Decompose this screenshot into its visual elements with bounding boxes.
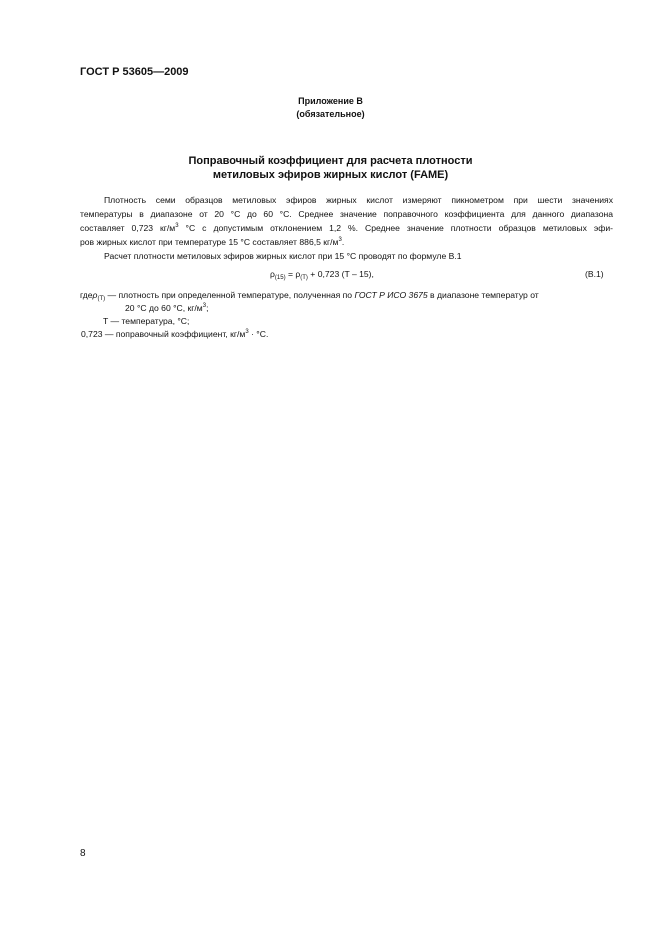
appendix-label: Приложение В: [298, 96, 363, 106]
paragraph-2: Расчет плотности метиловых эфиров жирных кислот при 15 °С проводят по формуле В.1: [104, 251, 462, 261]
text: 20 °С до 60 °С, кг/м: [125, 303, 203, 313]
text: · °С.: [248, 329, 269, 339]
text: ров жирных кислот при температуре 15 °С составляет 886,5 кг/м: [80, 237, 339, 247]
paragraph-line: температуры в диапазоне от 20 °С до 60 °С. Среднее значение поправочного коэффициента для данного диапазона: [80, 209, 613, 219]
superscript: 3: [338, 237, 342, 243]
text: .: [341, 237, 345, 247]
definition-rho: [80, 290, 539, 300]
definition-rho-cont: [125, 303, 208, 313]
formula-b1: [270, 269, 374, 279]
superscript: 3: [175, 223, 179, 229]
formula-number: (В.1): [585, 269, 604, 279]
text: — плотность при определенной температуре, полученная по: [105, 290, 355, 300]
subscript: (15): [274, 275, 286, 281]
text: где: [80, 290, 93, 300]
text: °С с допустимым отклонением 1,2 %. Среднее значение плотности образцов метиловых эфи-: [178, 223, 613, 233]
paragraph-line: [80, 237, 613, 248]
text: 0,723 — поправочный коэффициент, кг/м: [81, 329, 246, 339]
paragraph-line: [80, 223, 613, 234]
subscript: (T): [300, 275, 308, 281]
text: в диапазоне температур от: [427, 290, 539, 300]
text: ;: [206, 303, 209, 313]
page-number: 8: [80, 848, 86, 859]
rho-symbol: ρ: [92, 290, 98, 300]
superscript: 3: [245, 329, 249, 335]
text: = ρ: [285, 269, 301, 279]
text: + 0,723 (T – 15),: [307, 269, 374, 279]
document-header: ГОСТ Р 53605—2009: [80, 66, 189, 78]
section-title-line2: метиловых эфиров жирных кислот (FAME): [212, 169, 449, 181]
rho-symbol: ρ: [270, 269, 275, 279]
superscript: 3: [202, 303, 207, 309]
paragraph-line: Плотность семи образцов метиловых эфиров жирных кислот измеряют пикнометром при шести значениях: [104, 195, 613, 205]
text: составляет 0,723 кг/м: [80, 223, 176, 233]
appendix-status: (обязательное): [296, 109, 365, 119]
definition-t: T — температура, °С;: [103, 316, 190, 326]
subscript: (T): [97, 296, 106, 302]
standard-reference: ГОСТ Р ИСО 3675: [354, 290, 428, 300]
definition-coefficient: [81, 329, 268, 339]
section-title-line1: Поправочный коэффициент для расчета плотности: [188, 155, 473, 167]
